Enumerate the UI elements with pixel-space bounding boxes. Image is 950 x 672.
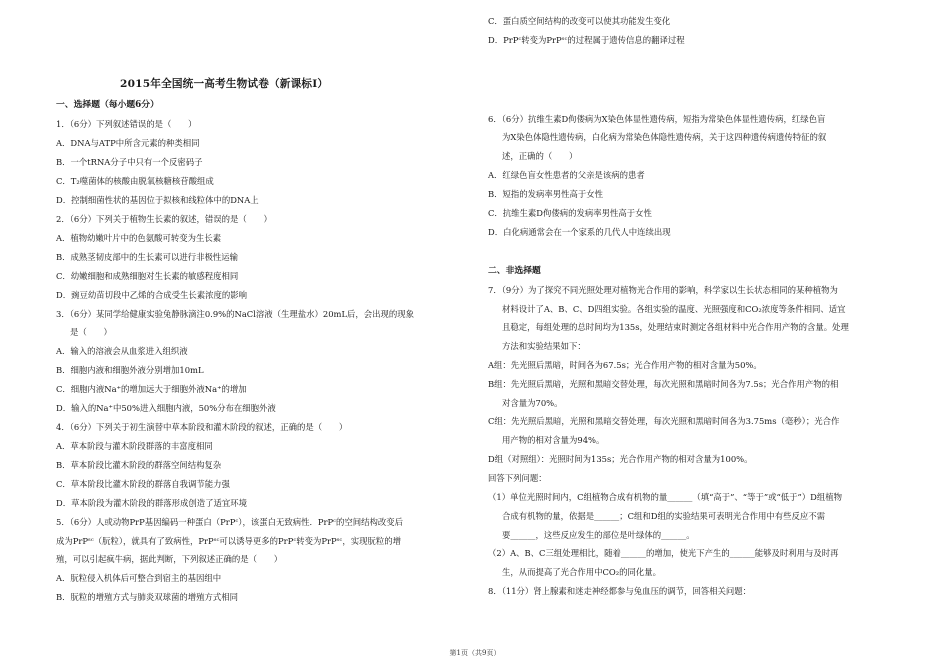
text-line: 8．（11分）肾上腺素和迷走神经都参与兔血压的调节，回答相关问题： [488,586,752,596]
text-line: B．短指的发病率男性高于女性 [488,189,604,199]
text-line: 且稳定，每组处理的总时间均为135s，处理结束时测定各组材料中光合作用产物的含量。处理 [502,322,849,332]
text-line: 7．（9分）为了探究不同光照处理对植物光合作用的影响，科学家以生长状态相同的某种植物为 [488,285,838,295]
text-line: B．一个tRNA分子中只有一个反密码子 [56,157,203,167]
text-line: D．草本阶段为灌木阶段的群落形成创造了适宜环境 [56,498,247,508]
text-line: 3．（6分）某同学给健康实验兔静脉滴注0.9%的NaCl溶液（生理盐水）20mL后，会出现的现象 [56,309,415,319]
section-heading: 二、非选择题 [488,266,541,276]
text-line: A．输入的溶液会从血浆进入组织液 [56,346,188,356]
page-footer: 第1页（共9页） [449,649,501,657]
text-line: B．成熟茎韧皮部中的生长素可以进行非极性运输 [56,252,239,262]
text-line: C．幼嫩细胞和成熟细胞对生长素的敏感程度相同 [56,271,239,281]
text-line: C．蛋白质空间结构的改变可以使其功能发生变化 [488,16,671,26]
section-heading: 一、选择题（每小题6分） [56,100,159,110]
text-line: A．DNA与ATP中所含元素的种类相同 [56,138,200,148]
text-line: D．PrPᶜ转变为PrPˢᶜ的过程属于遗传信息的翻译过程 [488,35,685,45]
text-line: D．控制细菌性状的基因位于拟核和线粒体中的DNA上 [56,195,259,205]
text-line: 方法和实验结果如下： [502,341,586,351]
text-line: D组（对照组）：光照时间为135s；光合作用产物的相对含量为100%。 [488,454,753,464]
text-line: C．T₂噬菌体的核酸由脱氧核糖核苷酸组成 [56,176,214,186]
text-line: 成为PrPˢᶜ（朊粒），就具有了致病性，PrPˢᶜ可以诱导更多的PrPᶜ转变为PrPˢᶜ，实现朊粒的增 [56,536,401,546]
text-line: C．草本阶段比灌木阶段的群落自我调节能力强 [56,479,230,489]
text-line: B．朊粒的增殖方式与肺炎双球菌的增殖方式相同 [56,592,239,602]
text-line: 是（ ） [70,327,112,337]
exam-title: 2015年全国统一高考生物试卷（新课标Ⅰ） [120,78,329,90]
text-line: 5．（6分）人或动物PrP基因编码一种蛋白（PrPᶜ），该蛋白无致病性．PrPᶜ的空间结构改变后 [56,517,404,527]
text-line: 述，正确的（ ） [502,151,578,161]
text-line: A．植物幼嫩叶片中的色氨酸可转变为生长素 [56,233,222,243]
text-line: 1．（6分）下列叙述错误的是（ ） [56,119,197,129]
text-line: A．草本阶段与灌木阶段群落的丰富度相同 [56,441,213,451]
text-line: 合成有机物的量，依据是______；C组和D组的实验结果可表明光合作用中有些反应不需 [502,511,825,521]
text-line: A．红绿色盲女性患者的父亲是该病的患者 [488,170,645,180]
text-line: 4．（6分）下列关于初生演替中草本阶段和灌木阶段的叙述，正确的是（ ） [56,422,348,432]
text-line: D．白化病通常会在一个家系的几代人中连续出现 [488,227,671,237]
text-line: 为X染色体隐性遗传病，白化病为常染色体隐性遗传病，关于这四种遗传病遗传特征的叙 [502,132,827,142]
text-line: B．草本阶段比灌木阶段的群落空间结构复杂 [56,460,222,470]
text-line: D．豌豆幼苗切段中乙烯的合成受生长素浓度的影响 [56,290,247,300]
text-line: 材料设计了A、B、C、D四组实验。各组实验的温度、光照强度和CO₂浓度等条件相同、适宜 [502,304,846,314]
text-line: 对含量为70%。 [502,398,563,408]
text-line: C组：先光照后黑暗，光照和黑暗交替处理，每次光照和黑暗时间各为3.75ms（毫秒）；光合作 [488,416,840,426]
text-line: （1）单位光照时间内，C组植物合成有机物的量______（填“高于”、“等于”或“低于”）D组植物 [488,492,843,502]
text-line: 生，从而提高了光合作用中CO₂的同化量。 [502,567,662,577]
text-line: C．抗维生素D佝偻病的发病率男性高于女性 [488,208,652,218]
text-line: A组：先光照后黑暗，时间各为67.5s；光合作用产物的相对含量为50%。 [488,360,762,370]
text-line: C．细胞内液Na⁺的增加远大于细胞外液Na⁺的增加 [56,384,247,394]
text-line: 2．（6分）下列关于植物生长素的叙述，错误的是（ ） [56,214,272,224]
text-line: 6．（6分）抗维生素D佝偻病为X染色体显性遗传病，短指为常染色体显性遗传病，红绿色盲 [488,114,826,124]
text-line: 殖，可以引起疯牛病，据此判断，下列叙述正确的是（ ） [56,554,283,564]
text-line: 用产物的相对含量为94%。 [502,435,605,445]
text-line: 回答下列问题： [488,473,547,483]
text-line: （2）A、B、C三组处理相比，随着______的增加，使光下产生的______能够及时利用与及时再 [488,548,839,558]
text-line: B组：先光照后黑暗，光照和黑暗交替处理，每次光照和黑暗时间各为7.5s；光合作用产物的相 [488,379,839,389]
text-line: 要______，这些反应发生的部位是叶绿体的______。 [502,530,695,540]
text-line: D．输入的Na⁺中50%进入细胞内液，50%分布在细胞外液 [56,403,276,413]
text-line: B．细胞内液和细胞外液分别增加10mL [56,365,204,375]
text-line: A．朊粒侵入机体后可整合到宿主的基因组中 [56,573,222,583]
